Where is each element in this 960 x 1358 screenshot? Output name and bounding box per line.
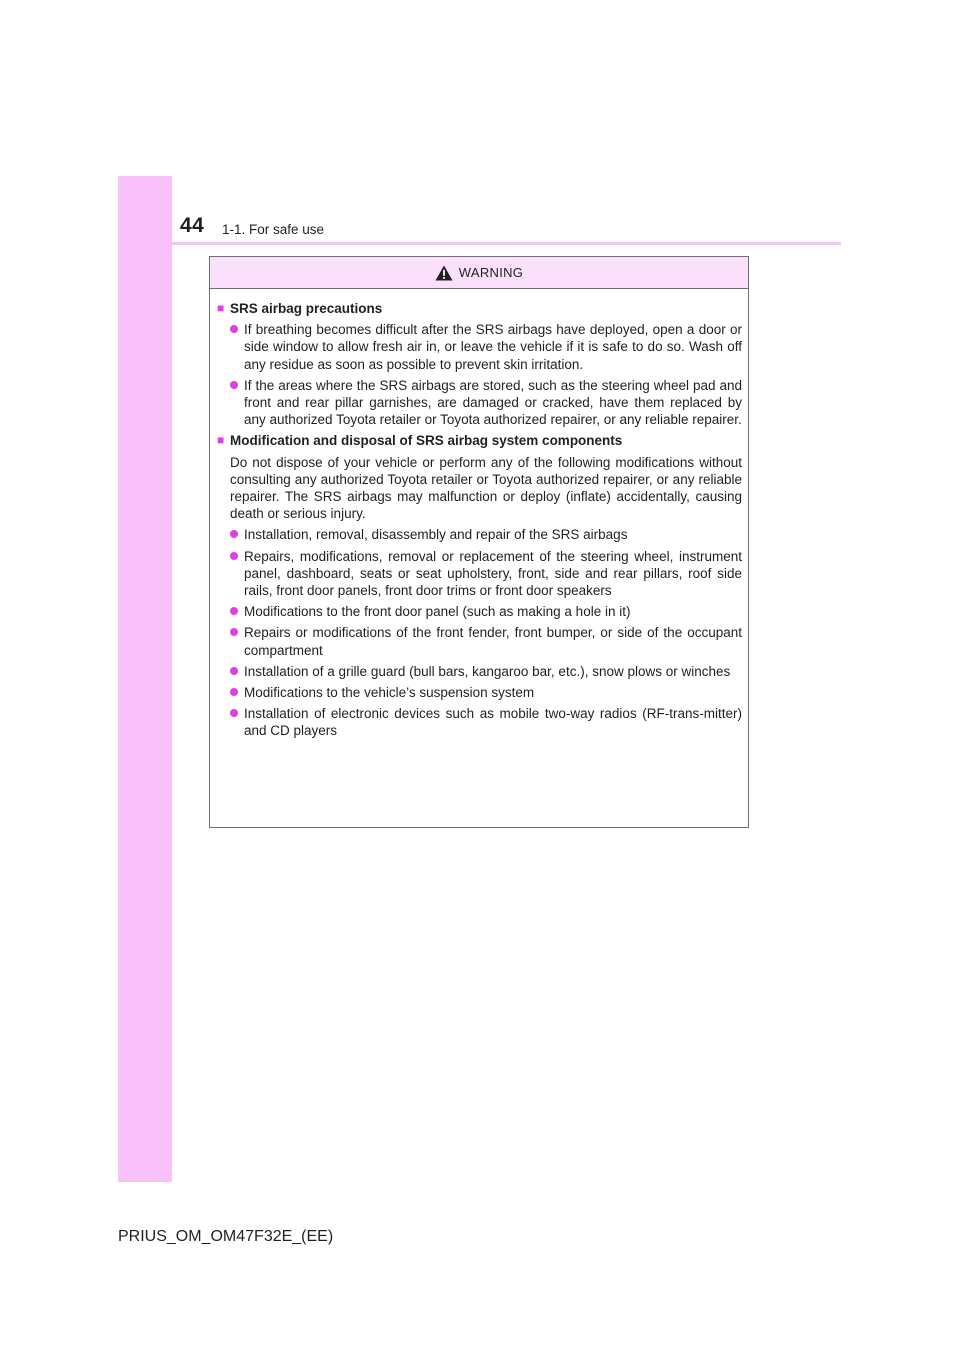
header-divider [118, 242, 841, 245]
list-item-text: Repairs or modifications of the front fender, front bumper, or side of the occupant compartment [244, 625, 742, 658]
bullet-list [230, 321, 742, 428]
warning-section-modification-disposal [217, 432, 742, 739]
list-item-text: If the areas where the SRS airbags are stored, such as the steering wheel pad and front and rear pillar garnishes, are damaged or cracked, have them replaced by any authorized Toyota retailer or Toyota authorized repairer, or any reliable repairer. [244, 377, 742, 428]
list-item-text: Modifications to the vehicle’s suspension system [244, 685, 535, 701]
list-item [230, 603, 742, 620]
round-bullet-icon [230, 667, 238, 675]
round-bullet-icon [230, 688, 238, 696]
list-item [230, 321, 742, 373]
list-item-text: Repairs, modifications, removal or replacement of the steering wheel, instrument panel, dashboard, seats or seat upholstery, front, side and rear pillars, roof side rails, front door panels, front door trims or front door speakers [244, 548, 742, 599]
list-item-text: Modifications to the front door panel (such as making a hole in it) [244, 604, 631, 620]
list-item [230, 377, 742, 429]
warning-section-airbag-precautions [217, 300, 742, 428]
page-number: 44 [180, 214, 205, 237]
round-bullet-icon [230, 607, 238, 615]
square-bullet-icon: ■ [217, 301, 225, 315]
list-item [230, 526, 742, 543]
section-paragraph: Do not dispose of your vehicle or perform any of the following modifications without consulting any authorized Toyota retailer or Toyota authorized repairer, or any reliable repairer. The SRS airbags may malfunction or deploy (inflate) accidentally, causing death or serious injury. [230, 454, 742, 522]
section-heading [217, 300, 742, 317]
list-item [230, 624, 742, 658]
warning-body [210, 289, 748, 740]
section-heading-text: Modification and disposal of SRS airbag system components [230, 433, 623, 449]
round-bullet-icon [230, 628, 238, 636]
warning-box [209, 256, 749, 828]
warning-triangle-icon [435, 265, 453, 281]
section-title: 1-1. For safe use [222, 222, 325, 237]
square-bullet-icon: ■ [217, 433, 225, 448]
bullet-list [230, 526, 742, 739]
list-item-text: If breathing becomes difficult after the SRS airbags have deployed, open a door or side window to allow fresh air in, or leave the vehicle if it is safe to do so. Wash off any residue as soon as possible to prevent skin irritation. [244, 322, 742, 372]
round-bullet-icon [230, 552, 238, 560]
warning-header [210, 257, 748, 289]
list-item-text: Installation of electronic devices such as mobile two-way radios (RF-trans-mitter) and CD players [244, 706, 742, 739]
list-item [230, 663, 742, 680]
chapter-side-tab [118, 176, 172, 1182]
section-heading-text: SRS airbag precautions [230, 301, 383, 316]
list-item-text: Installation, removal, disassembly and repair of the SRS airbags [244, 527, 628, 543]
list-item [230, 548, 742, 600]
document-code: PRIUS_OM_OM47F32E_(EE) [118, 1228, 334, 1245]
list-item [230, 705, 742, 739]
round-bullet-icon [230, 530, 238, 538]
list-item-text: Installation of a grille guard (bull bars, kangaroo bar, etc.), snow plows or winches [244, 663, 731, 679]
round-bullet-icon [230, 325, 238, 333]
warning-label: WARNING [458, 265, 524, 280]
list-item [230, 684, 742, 701]
round-bullet-icon [230, 381, 238, 389]
round-bullet-icon [230, 709, 238, 717]
section-heading [217, 432, 742, 449]
